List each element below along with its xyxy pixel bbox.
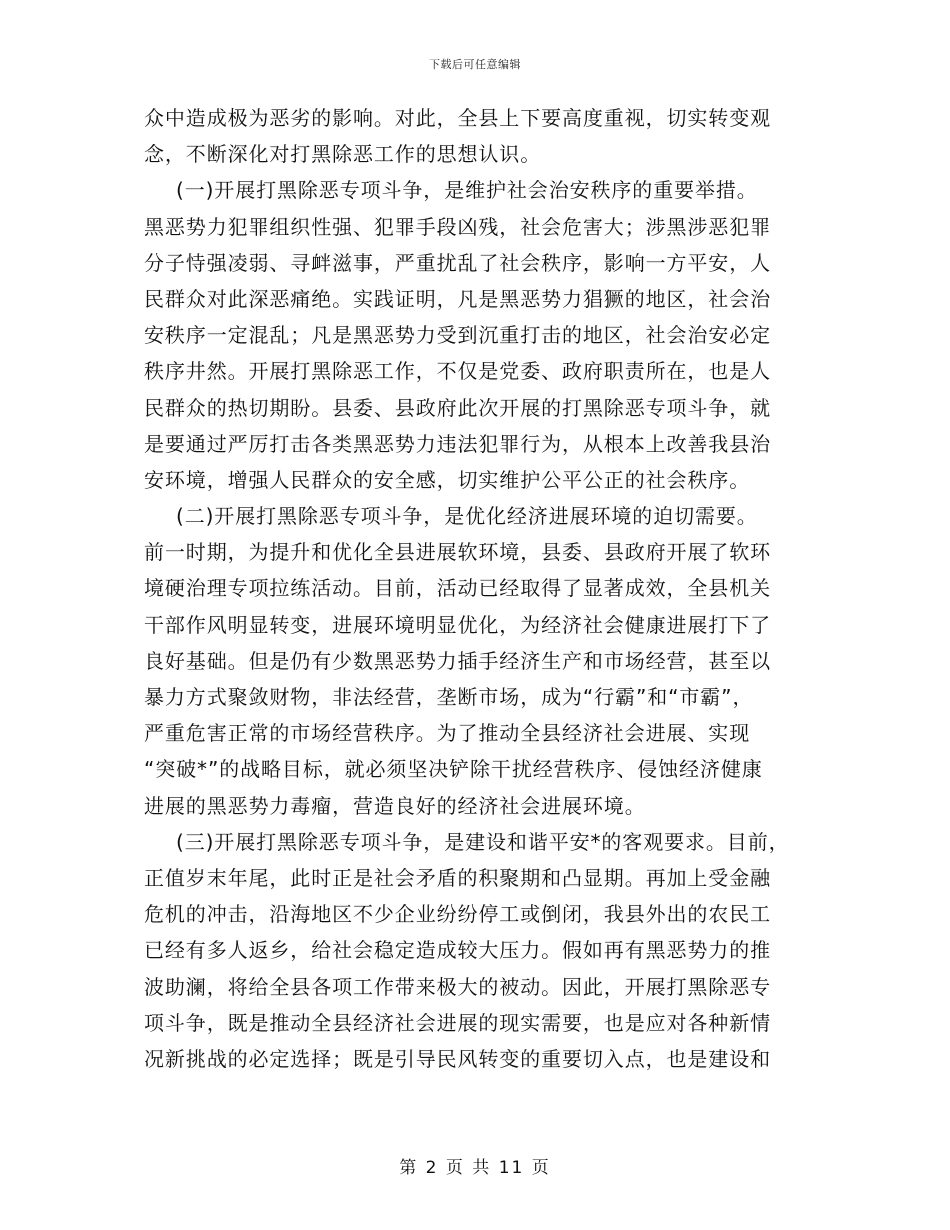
text-line: 况新挑战的必定选择；既是引导民风转变的重要切入点，也是建设和 — [144, 1046, 771, 1071]
text-line: (一)开展打黑除恶专项斗争，是维护社会治安秩序的重要举措。 — [176, 178, 758, 203]
document-body — [144, 100, 824, 1077]
text-line: 众中造成极为恶劣的影响。对此，全县上下要高度重视，切实转变观 — [144, 106, 771, 130]
text-line: 已经有多人返乡，给社会稳定造成较大压力。假如再有黑恶势力的推 — [144, 938, 771, 963]
text-line: “突破*”的战略目标，就必须坚决铲除干扰经营秩序、侵蚀经济健康 — [144, 757, 763, 782]
text-line: (三)开展打黑除恶专项斗争，是建设和谐平安*的客观要求。目前， — [176, 829, 790, 854]
text-line: 安秩序一定混乱；凡是黑恶势力受到沉重打击的地区，社会治安必定 — [144, 323, 771, 348]
text-line: 项斗争，既是推动全县经济社会进展的现实需要，也是应对各种新情 — [144, 1010, 771, 1035]
text-line: 民群众对此深恶痛绝。实践证明，凡是黑恶势力猖獗的地区，社会治 — [144, 286, 771, 311]
text-line: 是要通过严厉打击各类黑恶势力违法犯罪行为，从根本上改善我县治 — [144, 431, 771, 456]
text-line: 黑恶势力犯罪组织性强、犯罪手段凶残，社会危害大；涉黑涉恶犯罪 — [144, 214, 771, 239]
text-line: 前一时期，为提升和优化全县进展软环境，县委、县政府开展了软环 — [144, 540, 771, 565]
text-line: 危机的冲击，沿海地区不少企业纷纷停工或倒闭，我县外出的农民工 — [144, 902, 771, 927]
text-line: 秩序井然。开展打黑除恶工作，不仅是党委、政府职责所在，也是人 — [144, 359, 771, 384]
text-line: 波助澜，将给全县各项工作带来极大的被动。因此，开展打黑除恶专 — [144, 974, 771, 999]
text-line: 境硬治理专项拉练活动。目前，活动已经取得了显著成效，全县机关 — [144, 576, 771, 601]
text-line: 正值岁末年尾，此时正是社会矛盾的积聚期和凸显期。再加上受金融 — [144, 865, 771, 890]
text-line: 念，不断深化对打黑除恶工作的思想认识。 — [144, 142, 542, 167]
text-line: 严重危害正常的市场经营秩序。为了推动全县经济社会进展、实现 — [144, 721, 751, 746]
text-line: 分子恃强凌弱、寻衅滋事，严重扰乱了社会秩序，影响一方平安，人 — [144, 250, 771, 275]
text-line: 良好基础。但是仍有少数黑恶势力插手经济生产和市场经营，甚至以 — [144, 648, 771, 673]
text-line: 暴力方式聚敛财物，非法经营，垄断市场，成为“行霸”和“市霸”， — [144, 685, 754, 709]
page-number-footer: 第 2 页 共 11 页 — [399, 1158, 551, 1178]
text-line: 民群众的热切期盼。县委、县政府此次开展的打黑除恶专项斗争，就 — [144, 395, 771, 420]
text-line: 安环境，增强人民群众的安全感，切实维护公平公正的社会秩序。 — [144, 467, 751, 492]
text-line: (二)开展打黑除恶专项斗争，是优化经济进展环境的迫切需要。 — [176, 504, 758, 529]
text-line: 进展的黑恶势力毒瘤，营造良好的经济社会进展环境。 — [144, 793, 646, 818]
header-note: 下载后可任意编辑 — [429, 58, 521, 71]
text-line: 干部作风明显转变，进展环境明显优化，为经济社会健康进展打下了 — [144, 612, 771, 637]
